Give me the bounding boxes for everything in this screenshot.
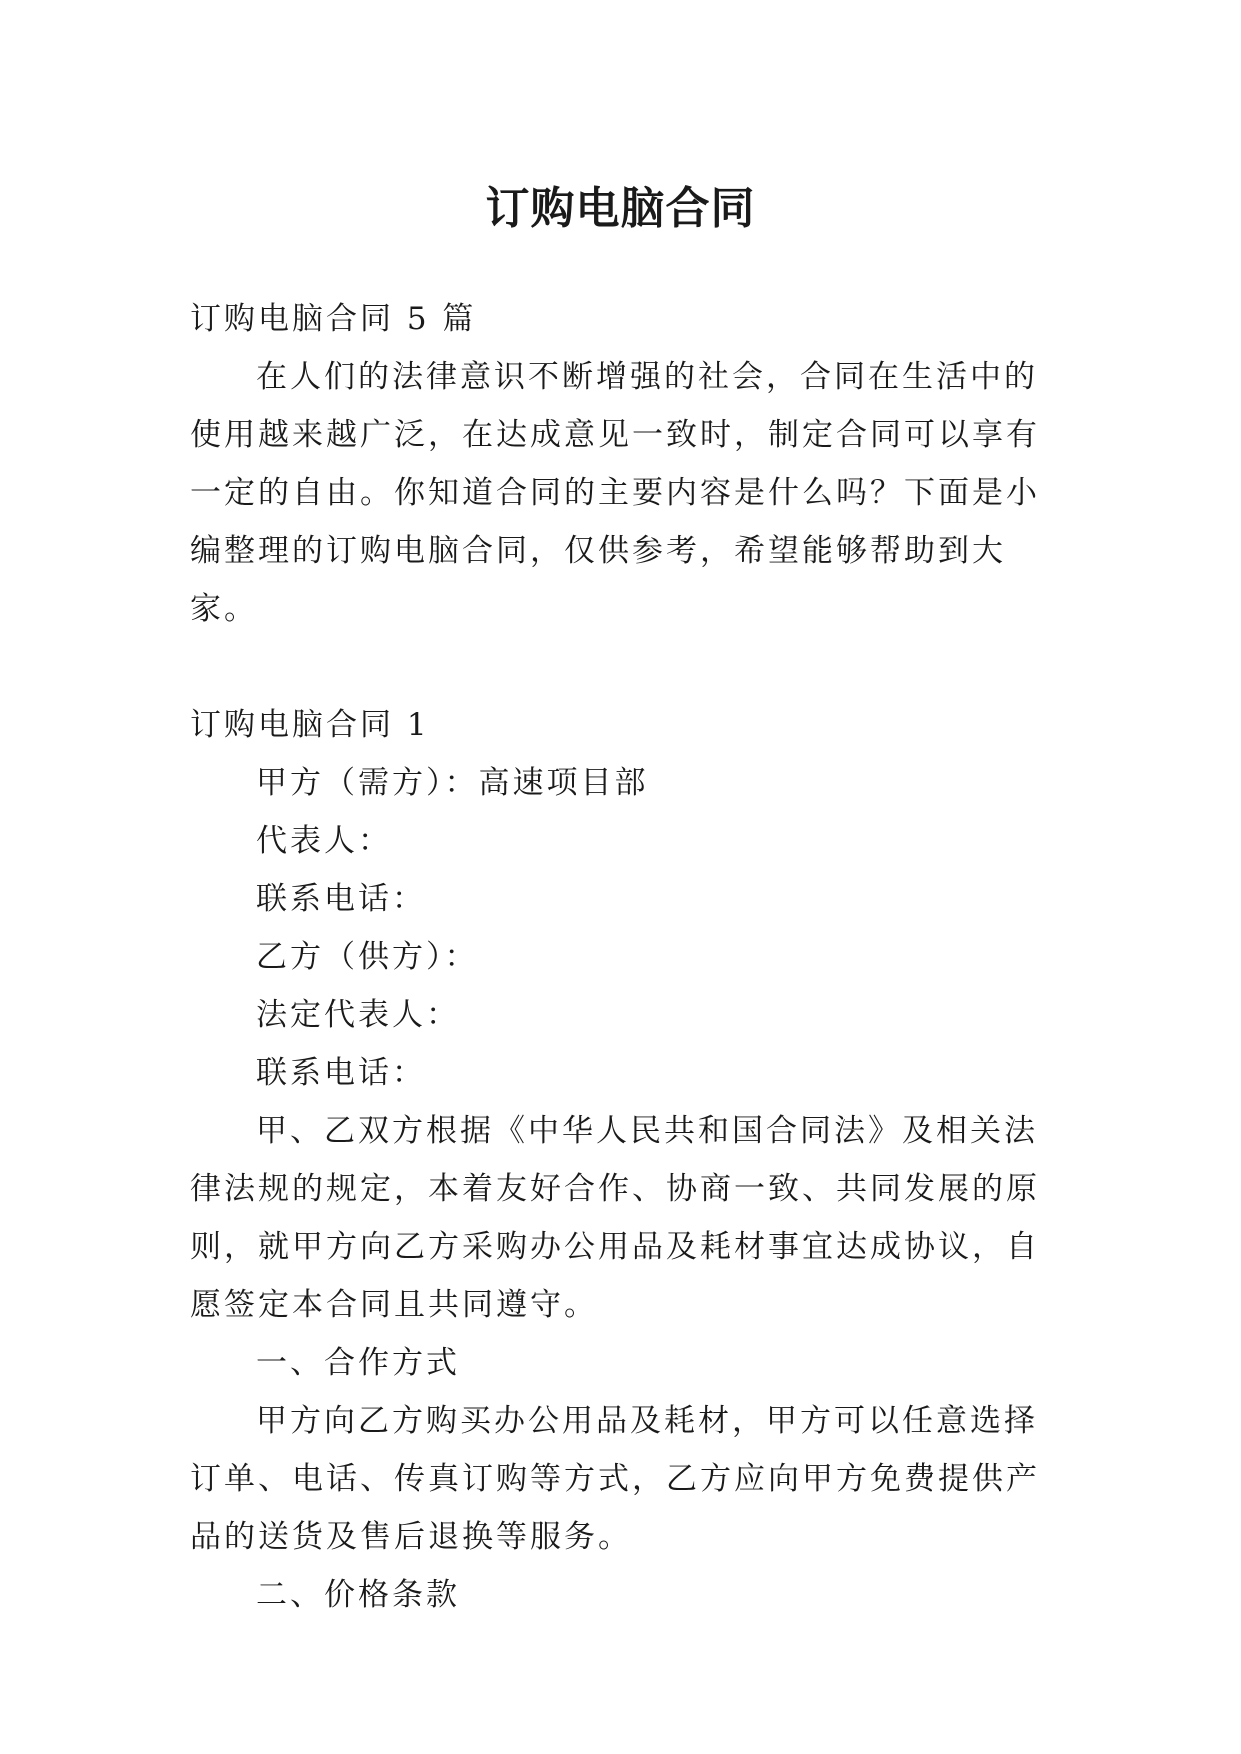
clause-1-paragraph: 甲方向乙方购买办公用品及耗材，甲方可以任意选择订单、电话、传真订购等方式，乙方应向甲方免费提供产品的送货及售后退换等服务。 — [190, 1403, 1040, 1555]
document-subtitle: 订购电脑合同 5 篇 — [190, 301, 477, 337]
clause-2-heading: 二、价格条款 — [256, 1577, 460, 1613]
legal-rep-line: 法定代表人： — [256, 997, 460, 1033]
paragraph-gap — [190, 638, 1070, 696]
representative-line: 代表人： — [256, 823, 392, 859]
phone-a-line: 联系电话： — [256, 881, 426, 917]
party-b-line: 乙方（供方）： — [256, 939, 479, 975]
document-title: 订购电脑合同 — [485, 183, 756, 235]
preamble-paragraph: 甲、乙双方根据《中华人民共和国合同法》及相关法律法规的规定，本着友好合作、协商一致、共同发展的原则，就甲方向乙方采购办公用品及耗材事宜达成协议，自愿签定本合同且共同遵守。 — [190, 1113, 1040, 1323]
party-a-line: 甲方（需方）：高速项目部 — [256, 765, 649, 801]
section-heading: 订购电脑合同 1 — [190, 707, 430, 743]
intro-paragraph: 在人们的法律意识不断增强的社会，合同在生活中的使用越来越广泛，在达成意见一致时，制定合同可以享有一定的自由。你知道合同的主要内容是什么吗？下面是小编整理的订购电脑合同，仅供参考，希望能够帮助到大家。 — [190, 359, 1040, 627]
clause-1-heading: 一、合作方式 — [256, 1345, 460, 1381]
phone-b-line: 联系电话： — [256, 1055, 426, 1091]
document-body — [190, 290, 1070, 1624]
